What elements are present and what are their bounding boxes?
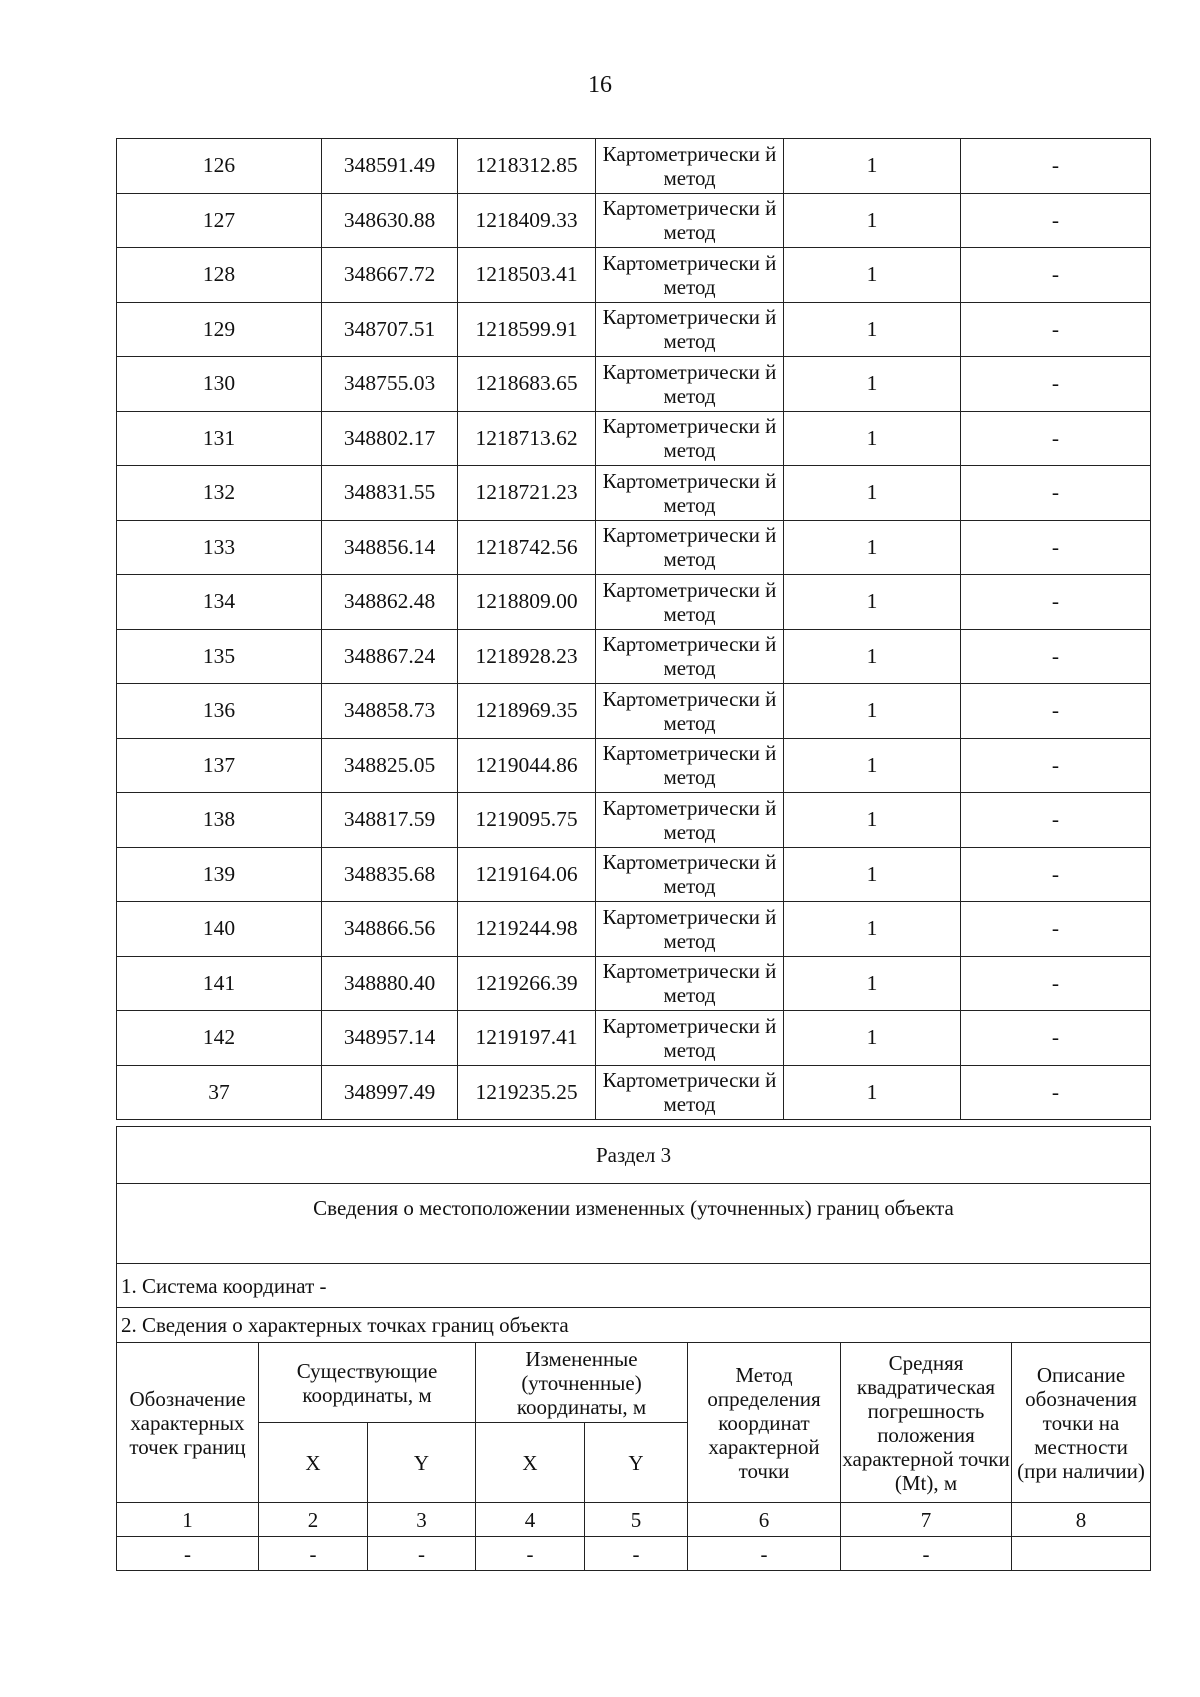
accuracy-cell: 1 [784, 1011, 961, 1066]
empty-cell [1012, 1537, 1151, 1571]
point-id-cell: 140 [117, 902, 322, 957]
method-cell: Картометрически й метод [596, 1011, 784, 1066]
point-id-cell: 130 [117, 357, 322, 412]
page-number: 16 [588, 72, 612, 98]
coord-y-cell: 1219266.39 [458, 956, 596, 1011]
table-row [117, 629, 1151, 684]
table-row [117, 302, 1151, 357]
header-changed-y: Y [585, 1423, 688, 1503]
coord-y-cell: 1218809.00 [458, 575, 596, 630]
coord-x-cell: 348707.51 [322, 302, 458, 357]
point-id-cell: 127 [117, 193, 322, 248]
column-number: 4 [476, 1503, 585, 1537]
table-row [117, 466, 1151, 521]
table-row [117, 411, 1151, 466]
method-cell: Картометрически й метод [596, 902, 784, 957]
accuracy-cell: 1 [784, 575, 961, 630]
method-cell: Картометрически й метод [596, 302, 784, 357]
coord-y-cell: 1218721.23 [458, 466, 596, 521]
method-cell: Картометрически й метод [596, 411, 784, 466]
accuracy-cell: 1 [784, 520, 961, 575]
coord-y-cell: 1219164.06 [458, 847, 596, 902]
coord-y-cell: 1218683.65 [458, 357, 596, 412]
empty-cell: - [476, 1537, 585, 1571]
point-id-cell: 131 [117, 411, 322, 466]
method-cell: Картометрически й метод [596, 793, 784, 848]
header-existing-y: Y [368, 1423, 476, 1503]
accuracy-cell: 1 [784, 466, 961, 521]
column-number: 6 [688, 1503, 841, 1537]
point-id-cell: 132 [117, 466, 322, 521]
coord-y-cell: 1218503.41 [458, 248, 596, 303]
method-cell: Картометрически й метод [596, 357, 784, 412]
table-row [117, 248, 1151, 303]
coord-y-cell: 1218409.33 [458, 193, 596, 248]
method-cell: Картометрически й метод [596, 139, 784, 194]
method-cell: Картометрически й метод [596, 956, 784, 1011]
points-heading: 2. Сведения о характерных точках границ объекта [117, 1308, 1151, 1343]
coord-x-cell: 348957.14 [322, 1011, 458, 1066]
point-id-cell: 134 [117, 575, 322, 630]
description-cell: - [961, 193, 1151, 248]
coord-y-cell: 1219244.98 [458, 902, 596, 957]
header-accuracy: Средняя квадратическая погрешность положения характерной точки (Mt), м [841, 1343, 1012, 1503]
point-id-cell: 137 [117, 738, 322, 793]
accuracy-cell: 1 [784, 956, 961, 1011]
point-id-cell: 129 [117, 302, 322, 357]
header-changed-x: X [476, 1423, 585, 1503]
coord-x-cell: 348591.49 [322, 139, 458, 194]
empty-data-row [117, 1537, 1151, 1571]
accuracy-cell: 1 [784, 357, 961, 412]
column-number: 3 [368, 1503, 476, 1537]
coord-x-cell: 348835.68 [322, 847, 458, 902]
points-table [116, 138, 1151, 1120]
description-cell: - [961, 248, 1151, 303]
coord-x-cell: 348755.03 [322, 357, 458, 412]
accuracy-cell: 1 [784, 793, 961, 848]
column-number: 1 [117, 1503, 259, 1537]
table-row [117, 684, 1151, 739]
accuracy-cell: 1 [784, 629, 961, 684]
description-cell: - [961, 847, 1151, 902]
table-row [117, 956, 1151, 1011]
table-row [117, 1065, 1151, 1120]
coord-y-cell: 1218599.91 [458, 302, 596, 357]
accuracy-cell: 1 [784, 847, 961, 902]
coord-y-cell: 1218312.85 [458, 139, 596, 194]
point-id-cell: 135 [117, 629, 322, 684]
method-cell: Картометрически й метод [596, 520, 784, 575]
header-existing-x: X [259, 1423, 368, 1503]
method-cell: Картометрически й метод [596, 1065, 784, 1120]
column-number-row [117, 1503, 1151, 1537]
accuracy-cell: 1 [784, 1065, 961, 1120]
description-cell: - [961, 520, 1151, 575]
method-cell: Картометрически й метод [596, 466, 784, 521]
header-designation: Обозначение характерных точек границ [117, 1343, 259, 1503]
point-id-cell: 141 [117, 956, 322, 1011]
accuracy-cell: 1 [784, 738, 961, 793]
description-cell: - [961, 902, 1151, 957]
coord-x-cell: 348862.48 [322, 575, 458, 630]
description-cell: - [961, 738, 1151, 793]
coord-x-cell: 348831.55 [322, 466, 458, 521]
section-title: Раздел 3 [117, 1127, 1151, 1184]
coord-x-cell: 348667.72 [322, 248, 458, 303]
coord-y-cell: 1219044.86 [458, 738, 596, 793]
table-row [117, 1011, 1151, 1066]
description-cell: - [961, 1065, 1151, 1120]
coord-x-cell: 348997.49 [322, 1065, 458, 1120]
point-id-cell: 128 [117, 248, 322, 303]
empty-cell: - [585, 1537, 688, 1571]
header-changed-coords: Измененные (уточненные) координаты, м [476, 1343, 688, 1423]
coord-x-cell: 348856.14 [322, 520, 458, 575]
point-id-cell: 126 [117, 139, 322, 194]
point-id-cell: 133 [117, 520, 322, 575]
description-cell: - [961, 1011, 1151, 1066]
column-number: 5 [585, 1503, 688, 1537]
coord-x-cell: 348858.73 [322, 684, 458, 739]
accuracy-cell: 1 [784, 193, 961, 248]
section-subtitle: Сведения о местоположении измененных (уточненных) границ объекта [117, 1184, 1151, 1264]
point-id-cell: 139 [117, 847, 322, 902]
point-id-cell: 136 [117, 684, 322, 739]
accuracy-cell: 1 [784, 302, 961, 357]
coord-x-cell: 348630.88 [322, 193, 458, 248]
empty-cell: - [368, 1537, 476, 1571]
method-cell: Картометрически й метод [596, 575, 784, 630]
description-cell: - [961, 629, 1151, 684]
method-cell: Картометрически й метод [596, 738, 784, 793]
table-row [117, 847, 1151, 902]
method-cell: Картометрически й метод [596, 248, 784, 303]
description-cell: - [961, 411, 1151, 466]
coord-x-cell: 348880.40 [322, 956, 458, 1011]
accuracy-cell: 1 [784, 248, 961, 303]
coord-x-cell: 348866.56 [322, 902, 458, 957]
coord-y-cell: 1219095.75 [458, 793, 596, 848]
table-row [117, 193, 1151, 248]
point-id-cell: 138 [117, 793, 322, 848]
method-cell: Картометрически й метод [596, 847, 784, 902]
coord-y-cell: 1218928.23 [458, 629, 596, 684]
table-row [117, 520, 1151, 575]
coord-y-cell: 1218969.35 [458, 684, 596, 739]
coord-y-cell: 1218713.62 [458, 411, 596, 466]
empty-cell: - [259, 1537, 368, 1571]
table-row [117, 357, 1151, 412]
description-cell: - [961, 357, 1151, 412]
coord-y-cell: 1218742.56 [458, 520, 596, 575]
coord-x-cell: 348825.05 [322, 738, 458, 793]
coord-y-cell: 1219235.25 [458, 1065, 596, 1120]
method-cell: Картометрически й метод [596, 684, 784, 739]
column-number: 8 [1012, 1503, 1151, 1537]
description-cell: - [961, 793, 1151, 848]
description-cell: - [961, 302, 1151, 357]
empty-cell: - [117, 1537, 259, 1571]
column-number: 2 [259, 1503, 368, 1537]
point-id-cell: 142 [117, 1011, 322, 1066]
accuracy-cell: 1 [784, 411, 961, 466]
empty-cell: - [688, 1537, 841, 1571]
table-row [117, 738, 1151, 793]
description-cell: - [961, 575, 1151, 630]
point-id-cell: 37 [117, 1065, 322, 1120]
method-cell: Картометрически й метод [596, 193, 784, 248]
header-existing-coords: Существующие координаты, м [259, 1343, 476, 1423]
description-cell: - [961, 466, 1151, 521]
coordinate-system: 1. Система координат - [117, 1264, 1151, 1308]
header-method: Метод определения координат характерной точки [688, 1343, 841, 1503]
coord-x-cell: 348817.59 [322, 793, 458, 848]
accuracy-cell: 1 [784, 684, 961, 739]
description-cell: - [961, 684, 1151, 739]
description-cell: - [961, 139, 1151, 194]
coord-x-cell: 348867.24 [322, 629, 458, 684]
description-cell: - [961, 956, 1151, 1011]
method-cell: Картометрически й метод [596, 629, 784, 684]
column-number: 7 [841, 1503, 1012, 1537]
table-row [117, 575, 1151, 630]
table-row [117, 793, 1151, 848]
table-row [117, 902, 1151, 957]
accuracy-cell: 1 [784, 139, 961, 194]
empty-cell: - [841, 1537, 1012, 1571]
section-3-table [116, 1126, 1151, 1571]
header-description: Описание обозначения точки на местности (при наличии) [1012, 1343, 1151, 1503]
accuracy-cell: 1 [784, 902, 961, 957]
table-row [117, 139, 1151, 194]
coord-y-cell: 1219197.41 [458, 1011, 596, 1066]
coord-x-cell: 348802.17 [322, 411, 458, 466]
